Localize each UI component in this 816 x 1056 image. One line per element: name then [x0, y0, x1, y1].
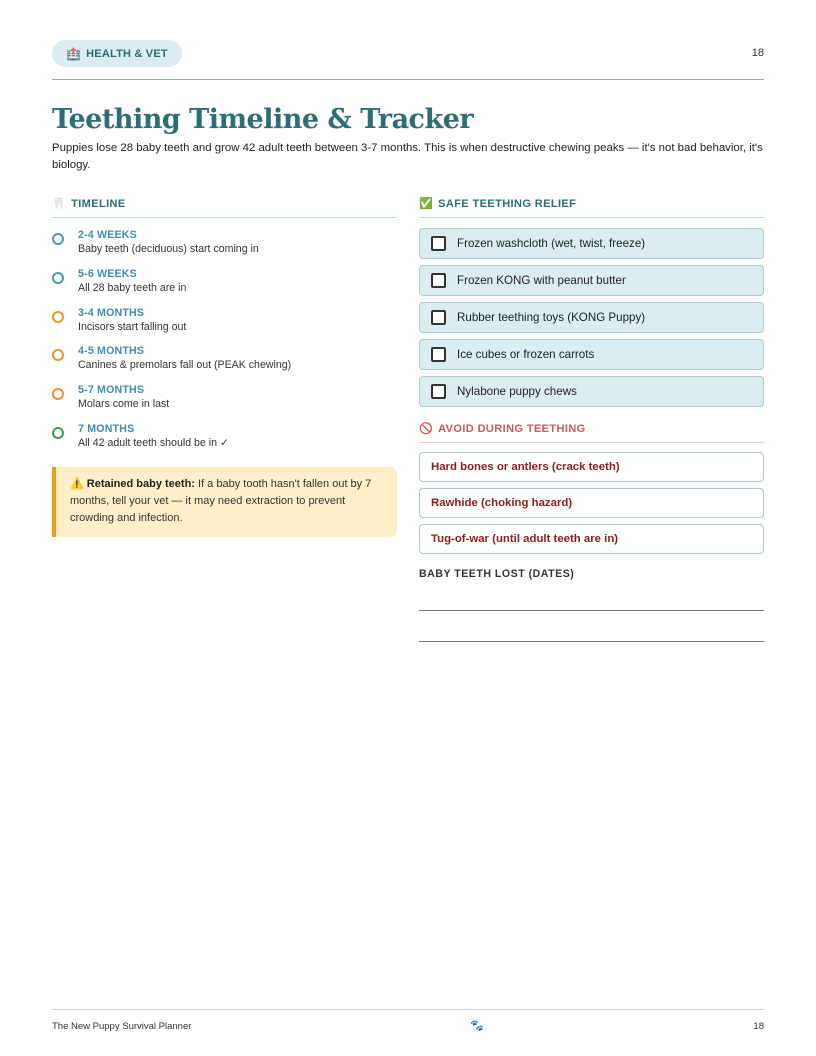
- checkbox[interactable]: [431, 273, 446, 288]
- timeline-desc: Molars come in last: [78, 398, 170, 411]
- section-badge: [52, 40, 182, 67]
- avoid-item: Hard bones or antlers (crack teeth): [419, 452, 764, 482]
- checkbox[interactable]: [431, 347, 446, 362]
- checkbox[interactable]: [431, 236, 446, 251]
- safe-relief-heading: [419, 195, 764, 212]
- warning-icon: ⚠️: [70, 477, 84, 490]
- timeline-dot-icon: [52, 311, 64, 323]
- timeline-desc: All 42 adult teeth should be in ✓: [78, 436, 229, 449]
- timeline-when: 7 MONTHS: [78, 422, 135, 435]
- timeline-when: 3-4 MONTHS: [78, 306, 145, 319]
- timeline-when: 2-4 WEEKS: [78, 229, 137, 241]
- timeline-item: [52, 422, 397, 461]
- checklist-item[interactable]: [419, 339, 764, 370]
- checklist-item-label: Nylabone puppy chews: [457, 385, 577, 398]
- timeline-desc: All 28 baby teeth are in: [78, 281, 187, 294]
- timeline-heading-label: TIMELINE: [71, 197, 126, 210]
- safe-relief-checklist: [419, 228, 764, 407]
- timeline-item: [52, 306, 397, 345]
- timeline-when: 4-5 MONTHS: [78, 345, 145, 358]
- timeline-when: 5-7 MONTHS: [78, 384, 145, 397]
- timeline-dot-icon: [52, 427, 64, 439]
- timeline-item: [52, 344, 397, 383]
- check-mark-icon: ✅: [419, 198, 434, 210]
- tooth-icon: 🦷: [52, 198, 67, 210]
- checklist-item-label: Frozen washcloth (wet, twist, freeze): [457, 237, 646, 250]
- avoid-item: Rawhide (choking hazard): [419, 488, 764, 518]
- timeline-dot-icon: [52, 233, 64, 245]
- avoid-heading-label: AVOID DURING TEETHING: [438, 422, 586, 435]
- section-badge-label: HEALTH & VET: [86, 47, 168, 60]
- timeline-item: [52, 228, 397, 267]
- retained-teeth-callout: [52, 467, 397, 537]
- timeline-desc: Incisors start falling out: [78, 320, 187, 333]
- safe-relief-divider: [419, 217, 764, 218]
- page-header: [52, 40, 764, 80]
- timeline-column: [52, 195, 397, 537]
- checklist-item-label: Ice cubes or frozen carrots: [457, 348, 595, 361]
- avoid-section: [419, 420, 764, 554]
- write-in-line[interactable]: [419, 610, 764, 611]
- timeline-dot-icon: [52, 349, 64, 361]
- checklist-item-label: Frozen KONG with peanut butter: [457, 274, 626, 287]
- page-title: Teething Timeline & Tracker: [52, 104, 474, 135]
- timeline-divider: [52, 217, 397, 218]
- callout-bold: Retained baby teeth:: [86, 477, 195, 490]
- header-page-number: 18: [751, 47, 764, 59]
- paw-print-icon: 🐾: [470, 1020, 484, 1032]
- timeline-desc: Baby teeth (deciduous) start coming in: [78, 243, 259, 255]
- timeline-item: [52, 383, 397, 422]
- checklist-item[interactable]: [419, 265, 764, 296]
- callout-text: If a baby tooth hasn't fallen out by 7 months, tell your vet — it may need extraction to prevent crowding and infection.: [70, 477, 372, 524]
- footer-page-number: 18: [753, 1021, 764, 1032]
- timeline-heading: [52, 195, 397, 212]
- checklist-item[interactable]: [419, 228, 764, 259]
- avoid-heading: [419, 420, 764, 437]
- checkbox[interactable]: [431, 310, 446, 325]
- relief-column: [419, 195, 764, 642]
- checklist-item[interactable]: [419, 302, 764, 333]
- hospital-icon: 🏥: [66, 46, 82, 61]
- page-footer: [52, 1009, 764, 1039]
- safe-relief-heading-label: SAFE TEETHING RELIEF: [438, 197, 577, 210]
- timeline-item: [52, 267, 397, 306]
- timeline-list: [52, 228, 397, 461]
- avoid-list: [419, 452, 764, 554]
- footer-book-title: The New Puppy Survival Planner: [52, 1021, 192, 1032]
- prohibited-icon: 🚫: [419, 423, 434, 435]
- avoid-item: Tug-of-war (until adult teeth are in): [419, 524, 764, 554]
- intro-paragraph: Puppies lose 28 baby teeth and grow 42 adult teeth between 3-7 months. This is when destructive chewing peaks — it's not bad behavior, it's biology.: [52, 142, 763, 171]
- checklist-item-label: Rubber teething toys (KONG Puppy): [457, 311, 646, 324]
- timeline-when: 5-6 WEEKS: [78, 267, 137, 280]
- write-in-line[interactable]: [419, 641, 764, 642]
- timeline-desc: Canines & premolars fall out (PEAK chewing): [78, 359, 292, 372]
- checklist-item[interactable]: [419, 376, 764, 407]
- baby-teeth-lost-label: BABY TEETH LOST (DATES): [419, 568, 575, 580]
- avoid-divider: [419, 442, 764, 443]
- timeline-dot-icon: [52, 272, 64, 284]
- checkbox[interactable]: [431, 384, 446, 399]
- timeline-dot-icon: [52, 388, 64, 400]
